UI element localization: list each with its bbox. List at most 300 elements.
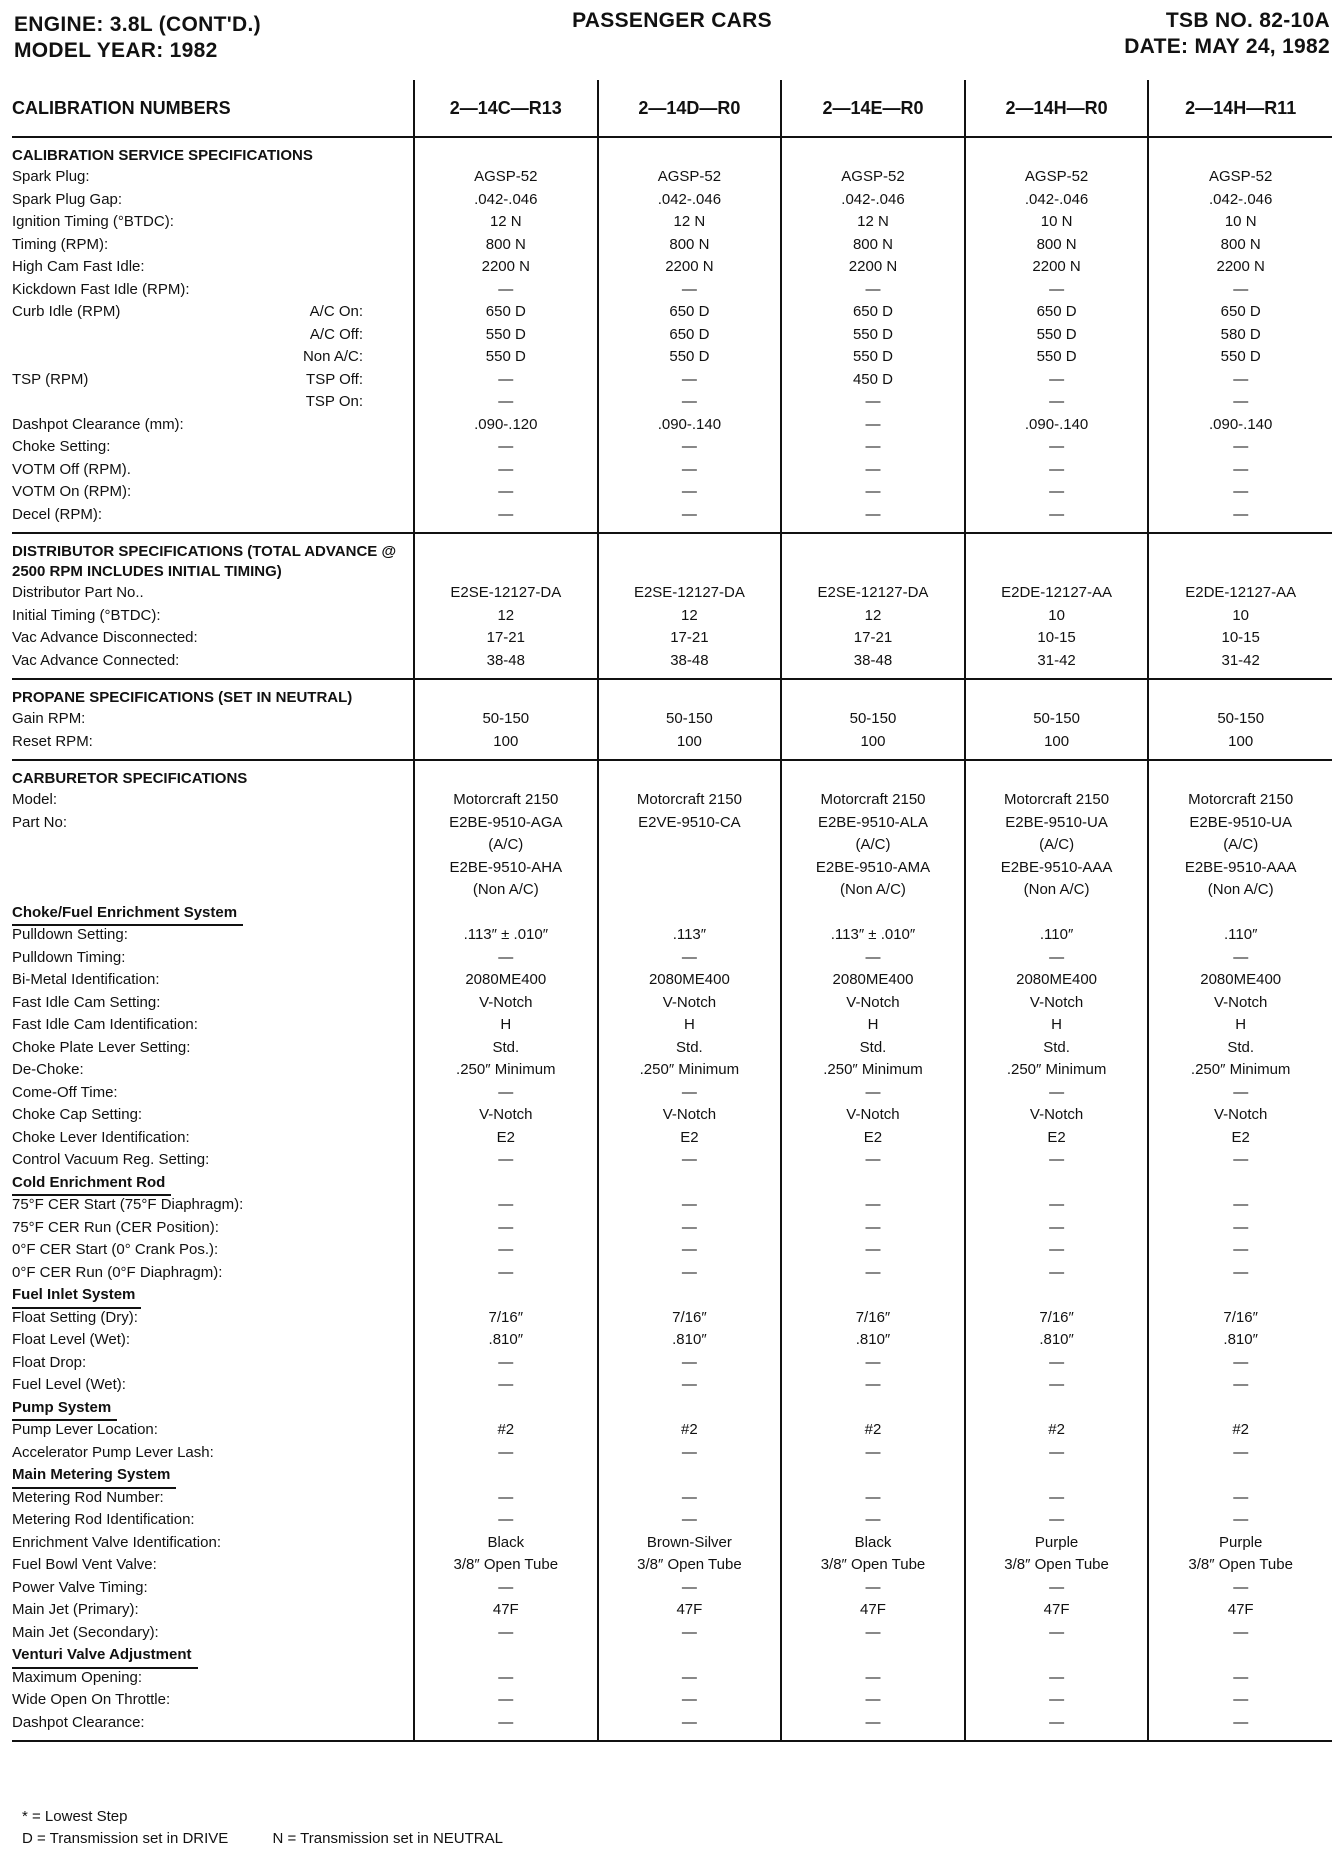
spec-value: 7/16″	[1223, 1308, 1258, 1326]
title-spacer	[415, 542, 597, 582]
row-label	[12, 731, 413, 754]
row-label-main: Spark Plug Gap:	[12, 190, 123, 208]
subsection-spacer	[1149, 902, 1332, 925]
row-label-main: Part No:	[12, 813, 68, 831]
spec-value: V-Notch	[1214, 993, 1268, 1011]
subsection-spacer	[966, 902, 1148, 925]
spec-value: —	[1233, 483, 1249, 500]
spec-value: —	[498, 1196, 514, 1213]
row-label-main: Control Vacuum Reg. Setting:	[12, 1151, 210, 1168]
value-column	[414, 760, 598, 1741]
spec-value: E2	[496, 1128, 515, 1146]
subsection-title: Choke/Fuel Enrichment System	[12, 902, 243, 927]
row-label-main: 0°F CER Start (0° Crank Pos.):	[12, 1241, 219, 1258]
subsection-spacer	[1149, 1284, 1332, 1307]
spec-value: 38-48	[486, 651, 525, 669]
spec-value: 50-150	[666, 710, 713, 727]
row-label-main: Fuel Bowl Vent Valve:	[12, 1556, 157, 1573]
spec-value: 31-42	[1037, 651, 1076, 669]
spec-value: —	[1233, 948, 1249, 966]
spec-value: 550 D	[485, 348, 526, 365]
spec-value: E2DE-12127-AA	[1001, 584, 1113, 601]
row-label	[12, 1419, 413, 1442]
spec-value: 650 D	[485, 303, 526, 320]
row-label-main: Power Valve Timing:	[12, 1578, 148, 1596]
spec-value: E2BE-9510-UA	[1005, 813, 1108, 831]
row-label-sub	[363, 708, 413, 731]
spec-value: —	[681, 505, 697, 523]
subsection-heading-wrap	[12, 1464, 413, 1487]
section-title: CALIBRATION SERVICE SPECIFICATIONS	[12, 147, 313, 164]
spec-value: —	[498, 370, 514, 388]
spec-value: 2080ME400	[832, 971, 914, 988]
value-column	[598, 760, 782, 1741]
spec-value: —	[1233, 1151, 1249, 1168]
row-label-main: Pulldown Setting:	[12, 926, 128, 943]
spec-value: 47F	[492, 1601, 519, 1618]
row-label-sub	[363, 731, 413, 754]
row-label	[12, 1712, 413, 1735]
subsection-spacer	[415, 1284, 597, 1307]
spec-value: 47F	[1227, 1601, 1254, 1618]
spec-value: E2BE-9510-AHA	[449, 858, 563, 876]
spec-value: —	[1049, 1083, 1065, 1101]
row-label-main: Float Drop:	[12, 1353, 87, 1371]
spec-value: 100	[1044, 732, 1070, 750]
spec-value: .042-.046	[1024, 190, 1089, 208]
spec-value: —	[498, 483, 514, 500]
spec-value: .250″ Minimum	[1190, 1061, 1291, 1078]
spec-value: —	[681, 1488, 697, 1506]
row-label	[12, 1689, 413, 1712]
spec-value: 100	[676, 732, 702, 750]
spec-value: —	[1049, 948, 1065, 966]
row-label-main: High Cam Fast Idle:	[12, 258, 145, 275]
spec-value: .113″ ± .010″	[463, 926, 549, 943]
spec-value: —	[1233, 1691, 1249, 1708]
row-label-main: Come-Off Time:	[12, 1083, 118, 1101]
row-label-main: Pump Lever Location:	[12, 1421, 158, 1438]
value-column	[965, 137, 1149, 533]
row-label	[12, 947, 413, 970]
row-label-main: Bi-Metal Identification:	[12, 971, 160, 988]
spec-value: .110″	[1039, 926, 1074, 943]
row-label-main: Fuel Level (Wet):	[12, 1376, 126, 1393]
row-label-sub: A/C On:	[309, 303, 363, 320]
row-label	[12, 504, 413, 527]
spec-value: —	[1233, 1196, 1249, 1213]
row-label	[12, 1577, 413, 1600]
subsection-spacer	[782, 902, 964, 925]
row-label	[12, 346, 413, 369]
spec-value: —	[865, 1241, 881, 1258]
spec-value: —	[498, 393, 514, 410]
row-label	[12, 1532, 413, 1555]
spec-value: Purple	[1219, 1533, 1263, 1551]
spec-table	[12, 80, 1332, 1742]
spec-value: (A/C)	[1223, 836, 1259, 853]
spec-value: —	[1049, 438, 1065, 455]
row-label-main: Wide Open On Throttle:	[12, 1691, 171, 1708]
spec-value: —	[681, 483, 697, 500]
spec-value: —	[865, 1511, 881, 1528]
spec-value: #2	[497, 1421, 515, 1438]
row-label	[12, 234, 413, 257]
spec-value: Std.	[859, 1038, 887, 1056]
spec-value: E2DE-12127-AA	[1185, 584, 1297, 601]
subsection-spacer	[1149, 1464, 1332, 1487]
spec-value: —	[498, 1218, 514, 1236]
row-label-main: Maximum Opening:	[12, 1668, 143, 1686]
spec-value: —	[865, 483, 881, 500]
spec-value: —	[1049, 280, 1065, 298]
spec-value: V-Notch	[479, 993, 533, 1011]
spec-value: 2200 N	[481, 258, 530, 275]
value-column	[1148, 760, 1332, 1741]
row-label-sub	[363, 414, 413, 437]
row-label-sub	[363, 166, 413, 189]
row-label	[12, 301, 413, 324]
spec-value: 650 D	[669, 325, 710, 343]
spec-value: E2	[863, 1128, 883, 1146]
row-label-sub	[363, 211, 413, 234]
row-label-sub: TSP Off:	[306, 370, 363, 388]
row-label-main: Enrichment Valve Identification:	[12, 1533, 221, 1551]
spec-value: AGSP-52	[474, 168, 538, 185]
calibration-col: 2—14H—R11	[1148, 80, 1332, 137]
row-label-sub: TSP On:	[305, 393, 363, 410]
spec-value: 47F	[1043, 1601, 1070, 1618]
spec-value: —	[865, 1196, 881, 1213]
subsection-spacer	[782, 1284, 964, 1307]
title-spacer	[782, 146, 964, 166]
spec-value: —	[498, 1488, 514, 1506]
value-column	[1148, 533, 1332, 679]
section-labels	[12, 533, 414, 679]
spec-value: —	[1049, 483, 1065, 500]
spec-value: Std.	[492, 1038, 520, 1056]
spec-value: —	[498, 505, 514, 523]
spec-value: 47F	[676, 1601, 703, 1618]
subsection-spacer	[599, 1644, 781, 1667]
spec-value: —	[865, 1488, 881, 1506]
row-label-main: Choke Setting:	[12, 438, 111, 455]
spec-value: —	[681, 1196, 697, 1213]
spec-value: Motorcraft 2150	[453, 791, 559, 808]
tsb-header	[1124, 8, 1330, 60]
spec-value: E2	[1231, 1128, 1250, 1146]
spec-value: —	[865, 415, 881, 433]
spec-value: —	[865, 1623, 881, 1641]
title-spacer	[782, 688, 964, 708]
row-label	[12, 1217, 413, 1240]
spec-value: 3/8″ Open Tube	[1004, 1556, 1109, 1573]
row-label-main: Pulldown Timing:	[12, 948, 126, 966]
row-label	[12, 1509, 413, 1532]
spec-value: —	[1233, 1241, 1249, 1258]
spec-value: 17-21	[853, 629, 893, 646]
row-label-sub	[363, 189, 413, 212]
spec-value: 100	[493, 732, 519, 750]
row-label	[12, 211, 413, 234]
spec-value: —	[1233, 1511, 1249, 1528]
row-label	[12, 969, 413, 992]
value-column	[1148, 137, 1332, 533]
spec-value: 10	[1232, 606, 1250, 624]
model-year-label: MODEL YEAR: 1982	[14, 39, 218, 62]
spec-value: V-Notch	[1029, 1106, 1084, 1123]
spec-value: —	[498, 1376, 514, 1393]
spec-value: 100	[1228, 732, 1254, 750]
spec-value: —	[865, 1443, 881, 1461]
spec-value: —	[865, 1263, 881, 1281]
spec-value: —	[1049, 1578, 1065, 1596]
spec-value: —	[681, 1668, 697, 1686]
row-label-main: Timing (RPM):	[12, 235, 109, 253]
row-label	[12, 1149, 413, 1172]
row-label	[12, 1554, 413, 1577]
subsection-spacer	[415, 902, 597, 925]
subsection-spacer	[966, 1284, 1148, 1307]
spec-value: —	[1233, 1083, 1249, 1101]
spec-value: (A/C)	[488, 836, 524, 853]
spec-value: .090-.140	[1024, 415, 1089, 433]
row-label-sub	[363, 627, 413, 650]
spec-value: Motorcraft 2150	[636, 791, 742, 808]
spec-section	[12, 533, 1332, 679]
spec-value: 100	[860, 732, 886, 750]
row-label	[12, 1622, 413, 1645]
section-labels	[12, 137, 414, 533]
spec-value: Std.	[676, 1038, 703, 1056]
row-label	[12, 834, 413, 857]
spec-value: —	[865, 393, 881, 410]
row-label	[12, 1352, 413, 1375]
spec-value: —	[681, 460, 697, 478]
spec-value: —	[865, 460, 881, 478]
spec-value: E2SE-12127-DA	[817, 584, 929, 601]
spec-value: #2	[864, 1421, 882, 1438]
row-label	[12, 1599, 413, 1622]
spec-value: V-Notch	[1029, 993, 1084, 1011]
spec-value: —	[681, 370, 697, 388]
row-label-main: TSP (RPM)	[12, 370, 89, 388]
spec-value: —	[1049, 505, 1065, 523]
title-spacer	[782, 769, 964, 789]
spec-value: —	[1049, 370, 1065, 388]
row-label	[12, 1239, 413, 1262]
spec-value: 3/8″ Open Tube	[637, 1556, 742, 1573]
row-label-main: Ignition Timing (°BTDC):	[12, 213, 174, 230]
spec-value: AGSP-52	[1209, 168, 1273, 185]
spec-value: —	[865, 1083, 881, 1101]
spec-value: —	[1049, 1218, 1065, 1236]
row-label	[12, 924, 413, 947]
spec-value: 12 N	[489, 213, 522, 230]
row-label	[12, 459, 413, 482]
row-label	[12, 391, 413, 414]
spec-value: V-Notch	[846, 993, 900, 1011]
spec-value: —	[1233, 1353, 1249, 1371]
subsection-spacer	[1149, 1397, 1332, 1420]
value-column	[965, 533, 1149, 679]
spec-value: —	[498, 1263, 514, 1281]
spec-value: V-Notch	[1214, 1106, 1268, 1123]
title-spacer	[1149, 542, 1332, 582]
spec-section	[12, 137, 1332, 533]
value-column	[781, 679, 965, 760]
subsection-title: Pump System	[12, 1397, 117, 1422]
spec-value: .113″ ± .010″	[830, 926, 916, 943]
calibration-header-row	[12, 80, 1332, 137]
spec-value: (A/C)	[855, 836, 891, 853]
note-drive: D = Transmission set in DRIVE	[22, 1830, 229, 1847]
row-label-sub	[363, 256, 413, 279]
spec-value: .810″	[1223, 1331, 1258, 1348]
spec-value: 10-15	[1037, 629, 1076, 646]
spec-value: V-Notch	[662, 993, 717, 1011]
row-label-sub	[363, 436, 413, 459]
spec-value: 550 D	[852, 325, 893, 343]
spec-value: 7/16″	[1039, 1308, 1074, 1326]
spec-value: 10 N	[1040, 213, 1073, 230]
row-label	[12, 1307, 413, 1330]
subsection-heading-wrap	[12, 902, 413, 925]
title-spacer	[1149, 769, 1332, 789]
spec-value: 10-15	[1221, 629, 1260, 646]
spec-value: —	[498, 1151, 514, 1168]
spec-value: —	[498, 1668, 514, 1686]
spec-value: 580 D	[1220, 325, 1261, 343]
title-spacer	[966, 769, 1148, 789]
spec-value: 12	[864, 606, 882, 624]
row-label-sub: Non A/C:	[302, 348, 363, 365]
bulletin-date: DATE: MAY 24, 1982	[1124, 35, 1330, 58]
spec-value: Brown-Silver	[646, 1533, 732, 1551]
value-column	[414, 679, 598, 760]
spec-value: .090-.140	[1208, 415, 1273, 433]
spec-value: —	[498, 1353, 514, 1371]
subsection-title: Fuel Inlet System	[12, 1284, 141, 1309]
spec-value: —	[1233, 1443, 1249, 1461]
row-label-main: 75°F CER Start (75°F Diaphragm):	[12, 1196, 244, 1213]
row-label-main: De-Choke:	[12, 1061, 84, 1078]
row-label-sub	[363, 582, 413, 605]
row-label	[12, 369, 413, 392]
spec-value: —	[865, 280, 881, 298]
spec-value	[599, 834, 781, 857]
row-label	[12, 1127, 413, 1150]
title-spacer	[966, 542, 1148, 582]
row-label-sub	[363, 504, 413, 527]
title-spacer	[966, 146, 1148, 166]
row-label	[12, 1194, 413, 1217]
spec-value: .250″ Minimum	[1006, 1061, 1107, 1078]
row-label	[12, 627, 413, 650]
spec-value: —	[865, 1151, 881, 1168]
spec-value: .042-.046	[474, 190, 538, 208]
row-label	[12, 1329, 413, 1352]
row-label	[12, 1442, 413, 1465]
spec-value: 2080ME400	[465, 971, 547, 988]
spec-value: —	[865, 1218, 881, 1236]
spec-value: .250″ Minimum	[823, 1061, 923, 1078]
row-label	[12, 481, 413, 504]
spec-value: —	[681, 1083, 697, 1101]
spec-value: H	[1051, 1016, 1062, 1033]
note-lowest-step: * = Lowest Step	[22, 1808, 128, 1825]
subsection-heading-wrap	[12, 1172, 413, 1195]
tsb-number: TSB NO. 82-10A	[1165, 9, 1330, 32]
spec-value: .090-.120	[474, 415, 538, 433]
title-spacer	[1149, 688, 1332, 708]
value-column	[1148, 679, 1332, 760]
spec-value: (Non A/C)	[1023, 881, 1090, 898]
row-label-main: Initial Timing (°BTDC):	[12, 606, 161, 624]
spec-value: —	[1233, 370, 1249, 388]
row-label-main: Dashpot Clearance:	[12, 1713, 145, 1731]
spec-value: .042-.046	[657, 190, 722, 208]
spec-value: 12 N	[857, 213, 889, 230]
spec-value: V-Notch	[662, 1106, 717, 1123]
spec-value: —	[681, 1623, 697, 1641]
row-label	[12, 1014, 413, 1037]
spec-value: —	[498, 280, 514, 298]
spec-value: 800 N	[1220, 235, 1261, 253]
row-label-sub: A/C Off:	[309, 325, 363, 343]
spec-value: —	[865, 1668, 881, 1686]
row-label-main: Choke Lever Identification:	[12, 1128, 190, 1146]
calibration-col: 2—14E—R0	[781, 80, 965, 137]
spec-value: —	[1049, 1353, 1065, 1371]
subsection-spacer	[415, 1172, 597, 1195]
spec-value: 17-21	[486, 629, 525, 646]
spec-value: 2080ME400	[1016, 971, 1098, 988]
row-label	[12, 1667, 413, 1690]
spec-value: AGSP-52	[1024, 168, 1089, 185]
spec-value: 550 D	[485, 325, 526, 343]
spec-value: H	[867, 1016, 879, 1033]
spec-value: (Non A/C)	[1207, 881, 1274, 898]
spec-value: .810″	[1039, 1331, 1074, 1348]
row-label	[12, 414, 413, 437]
spec-value: E2BE-9510-AGA	[449, 813, 563, 831]
row-label	[12, 324, 413, 347]
spec-value: E2BE-9510-ALA	[817, 813, 929, 831]
subsection-heading-wrap	[12, 1644, 413, 1667]
footer-notes	[22, 1806, 543, 1850]
value-column	[414, 137, 598, 533]
row-label-sub	[363, 605, 413, 628]
spec-value: 550 D	[852, 348, 893, 365]
spec-value: 2080ME400	[1200, 971, 1282, 988]
row-label-main: Decel (RPM):	[12, 505, 103, 523]
spec-value: —	[865, 948, 881, 966]
value-column	[414, 533, 598, 679]
row-label	[12, 1037, 413, 1060]
subsection-title: Venturi Valve Adjustment	[12, 1644, 198, 1669]
calibration-col: 2—14H—R0	[965, 80, 1149, 137]
spec-value	[599, 857, 781, 880]
row-label-main: Spark Plug:	[12, 168, 90, 185]
spec-value: 50-150	[1033, 710, 1080, 727]
spec-value: —	[1049, 1713, 1065, 1731]
row-label-main: 75°F CER Run (CER Position):	[12, 1218, 219, 1236]
spec-value: —	[1049, 1196, 1065, 1213]
spec-value	[599, 879, 781, 902]
spec-value: .810″	[855, 1331, 891, 1348]
spec-value: —	[1049, 1241, 1065, 1258]
